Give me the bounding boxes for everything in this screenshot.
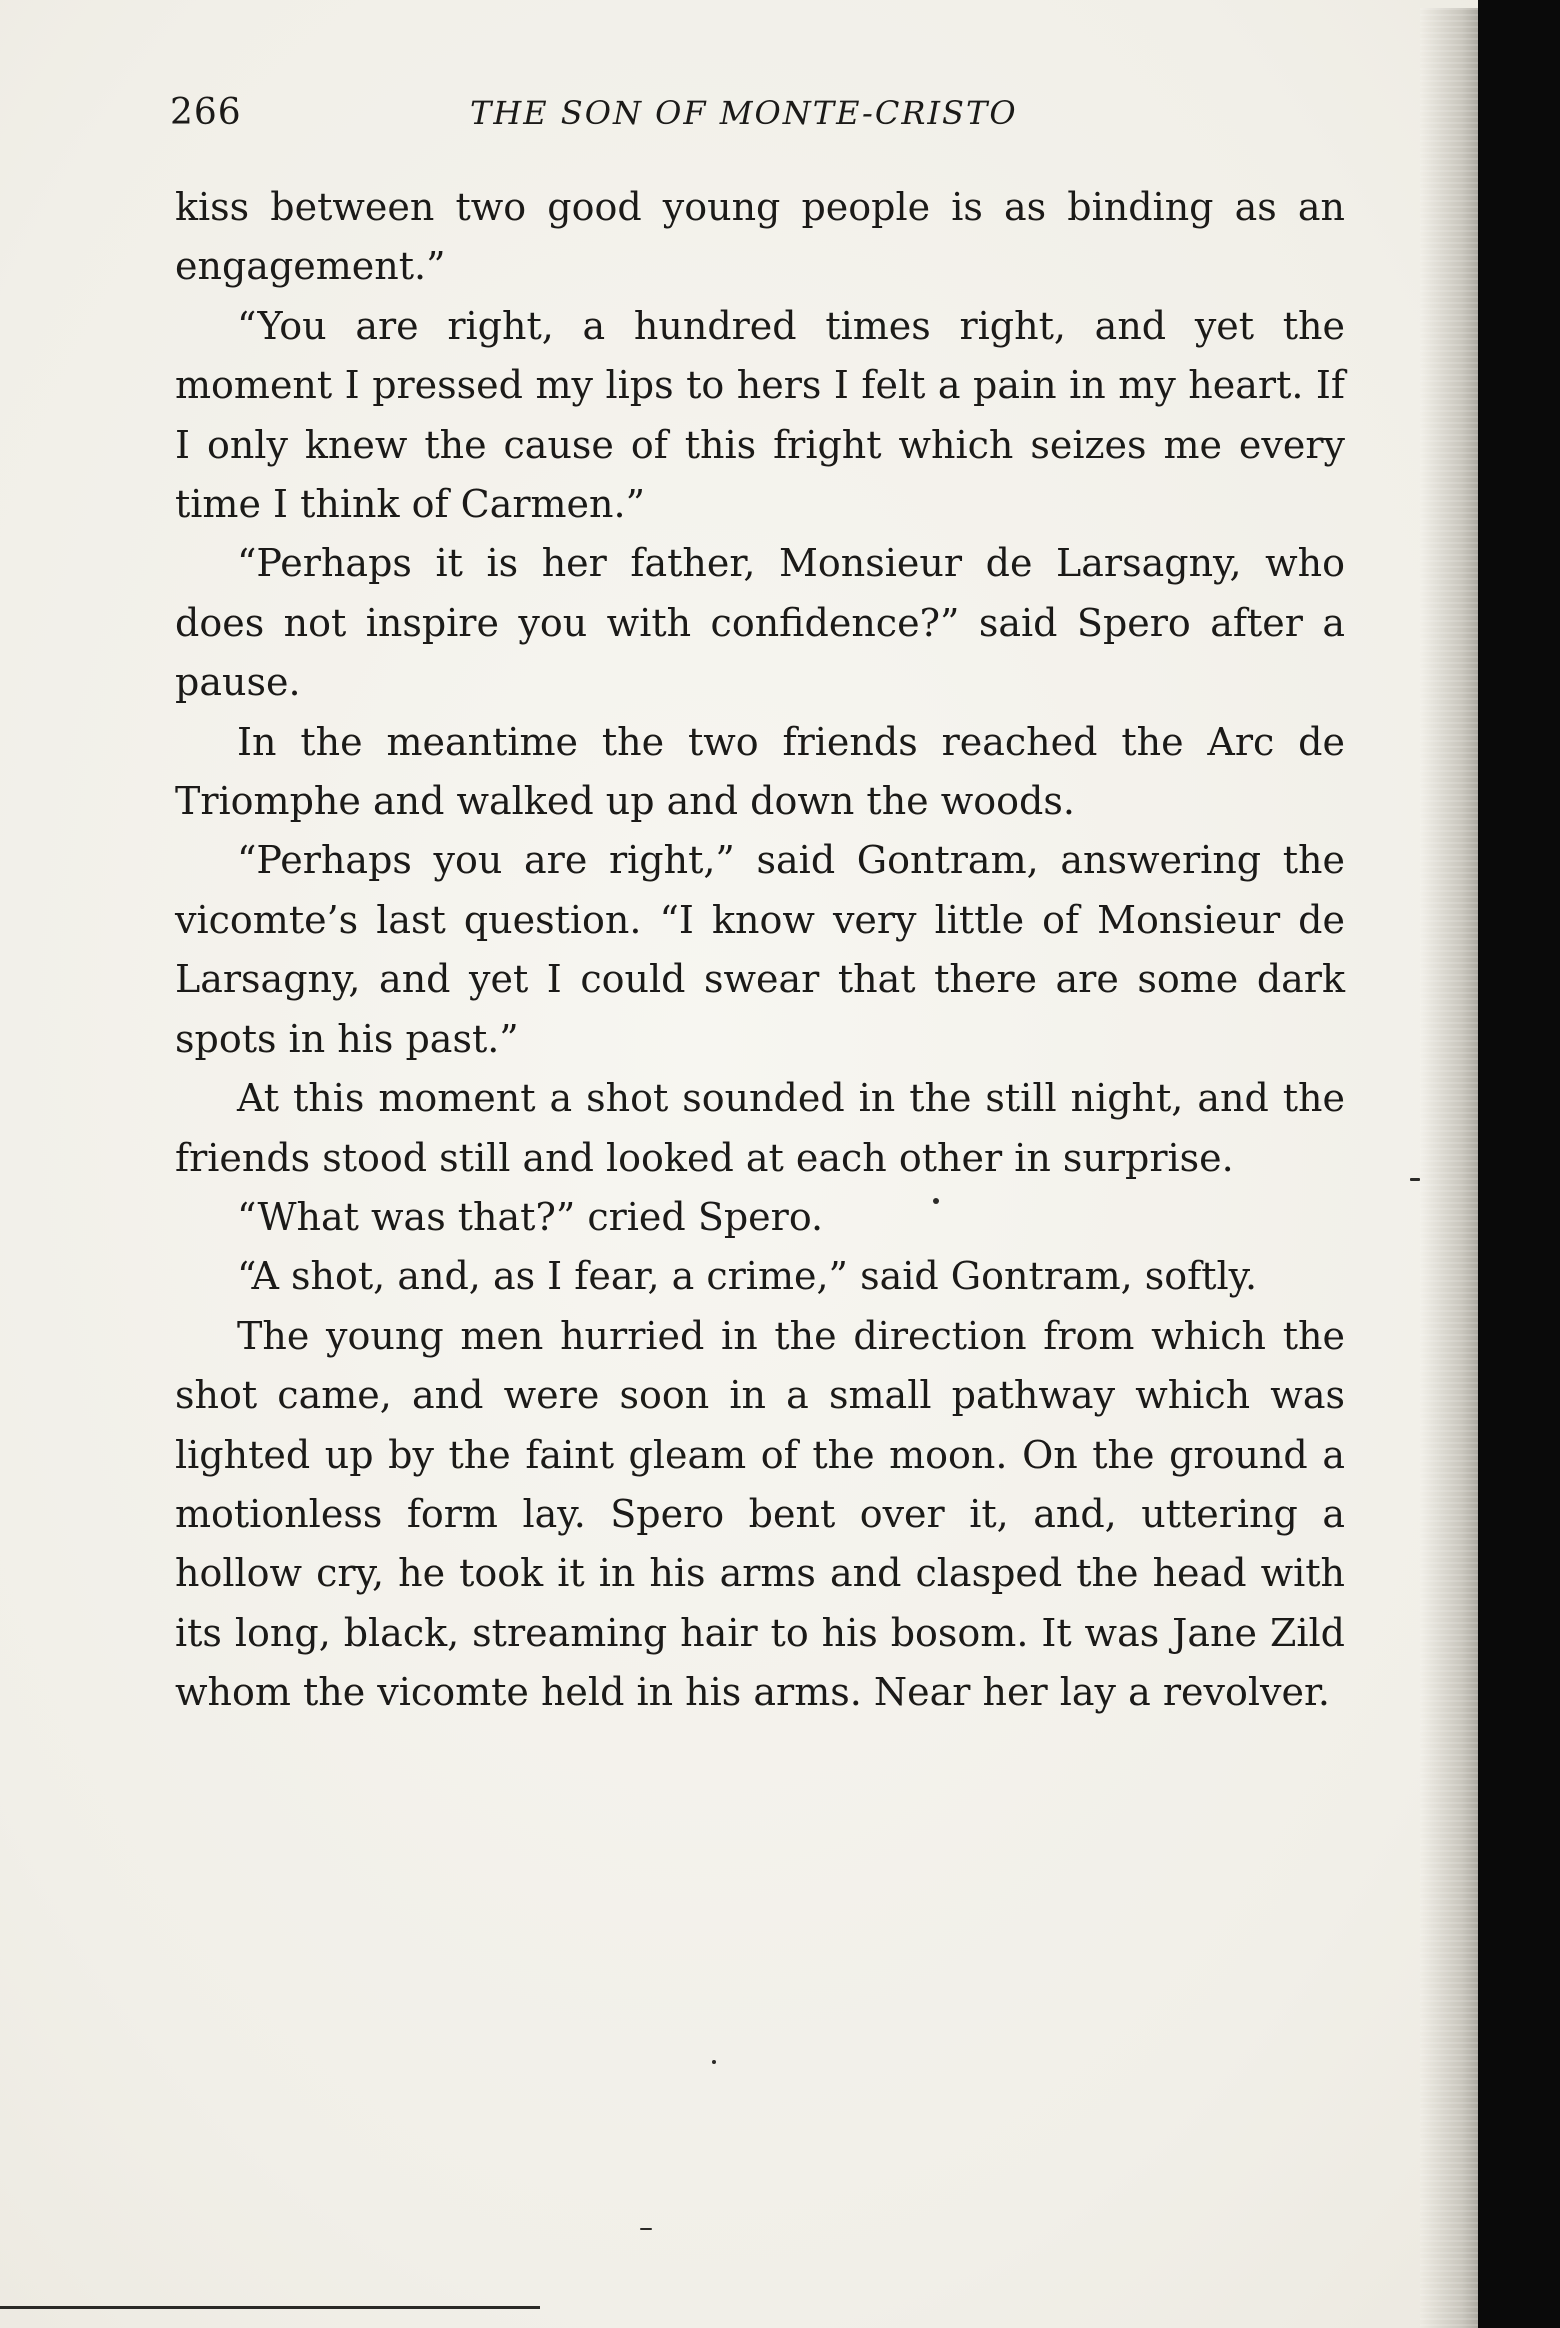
- running-head: [170, 92, 1360, 152]
- bottom-rule: [0, 2306, 540, 2309]
- ink-speck: [712, 2060, 716, 2064]
- paragraph: “You are right, a hundred times right, and yet the moment I pressed my lips to hers I felt a pain in my heart. If I only knew the cause of this fright which seizes me every time I think of Carmen.”: [175, 303, 1345, 527]
- ink-speck: [933, 1198, 939, 1204]
- ink-speck: [640, 2228, 652, 2230]
- body-text: [175, 178, 1345, 1723]
- paragraph-continued: kiss between two good young people is as binding as an engagement.”: [175, 185, 1345, 289]
- running-title: THE SON OF MONTE-CRISTO: [470, 94, 1018, 132]
- book-spine-edge: [1478, 0, 1560, 2328]
- ink-speck: [1410, 1178, 1420, 1181]
- paragraph: At this moment a shot sounded in the still night, and the friends stood still and looked at each other in surprise.: [175, 1076, 1345, 1180]
- paragraph: “Perhaps it is her father, Monsieur de Larsagny, who does not inspire you with confidence?” said Spero after a pause.: [175, 541, 1345, 705]
- paragraph: “Perhaps you are right,” said Gontram, answering the vicomte’s last question. “I know very little of Monsieur de Larsagny, and yet I could swear that there are some dark spots in his past.”: [175, 838, 1345, 1061]
- paragraph: “What was that?” cried Spero.: [237, 1194, 824, 1239]
- paragraph: “A shot, and, as I fear, a crime,” said Gontram, softly.: [237, 1254, 1258, 1299]
- paragraph: The young men hurried in the direction from which the shot came, and were soon in a small pathway which was lighted up by the faint gleam of the moon. On the ground a motionless form lay. Spero bent over it, and, uttering a hollow cry, he took it in his arms and clasped the head with its long, black, streaming hair to his bosom. It was Jane Zild whom the vicomte held in his arms. Near her lay a revolver.: [175, 1313, 1345, 1715]
- page-number: 266: [170, 92, 242, 133]
- paragraph: In the meantime the two friends reached the Arc de Triomphe and walked up and down the woods.: [175, 719, 1345, 824]
